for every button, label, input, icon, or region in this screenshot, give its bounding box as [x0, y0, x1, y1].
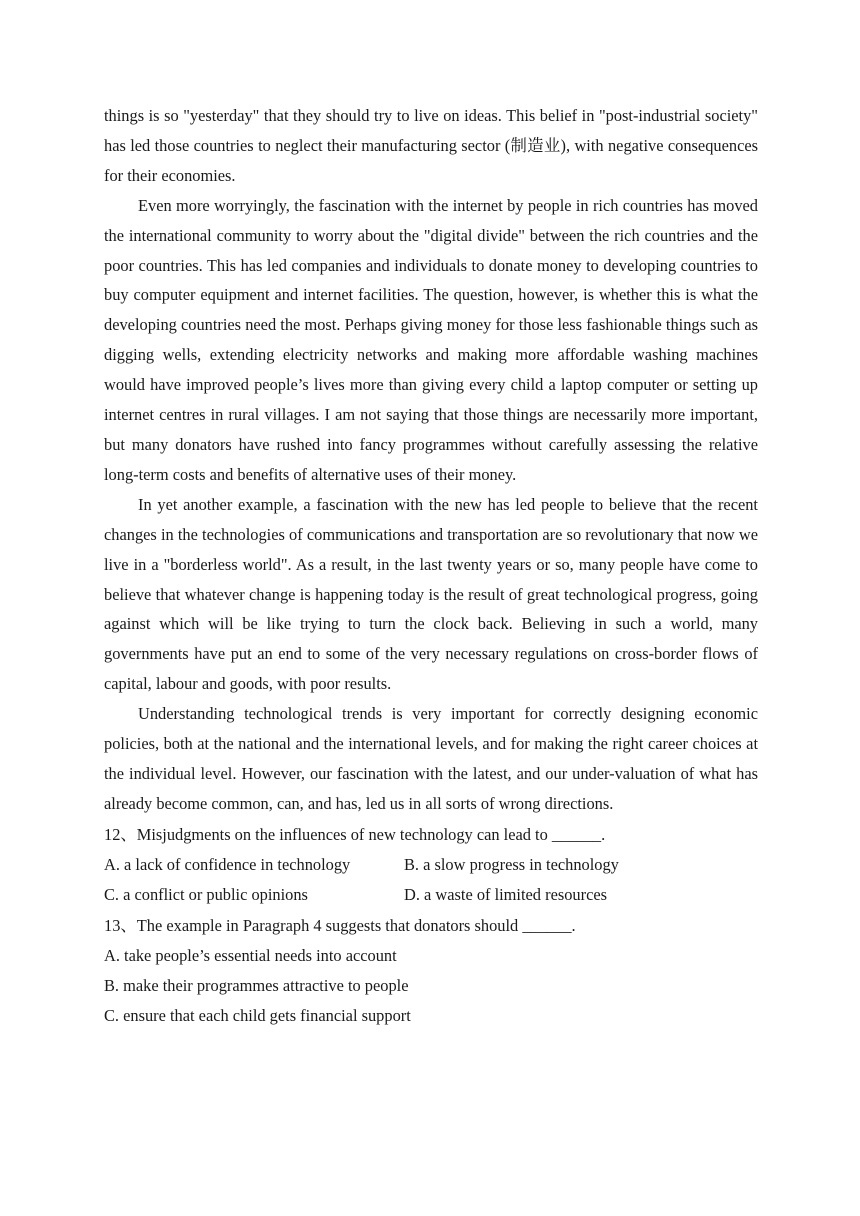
- question-13-option-c[interactable]: C. ensure that each child gets financial support: [104, 1005, 411, 1025]
- passage-paragraph-4: Understanding technological trends is very important for correctly designing economic policies, both at the national and the international levels, and for making the right career choices at the individual level. However, our fascination with the latest, and our under-valuation of what has already become common, can, and has, led us in all sorts of wrong directions.: [104, 704, 758, 813]
- question-12-options-row-2: [104, 880, 758, 910]
- question-12-options-row-1: [104, 850, 758, 880]
- question-13-stem: 13、The example in Paragraph 4 suggests that donators should ______.: [104, 915, 576, 935]
- question-13-option-a[interactable]: A. take people’s essential needs into account: [104, 945, 397, 965]
- passage-paragraph-3: In yet another example, a fascination with the new has led people to believe that the recent changes in the technologies of communications and transportation are so revolutionary that now we live in a "borderless world". As a result, in the last twenty years or so, many people have come to believe that whatever change is happening today is the result of great technological progress, going against which will be like trying to turn the clock back. Believing in such a world, many governments have put an end to some of the very necessary regulations on cross-border flows of capital, labour and goods, with poor results.: [104, 494, 758, 694]
- question-13-option-b[interactable]: B. make their programmes attractive to people: [104, 975, 409, 995]
- document-content: [104, 101, 758, 1031]
- question-13: [104, 911, 758, 1031]
- question-12-option-c[interactable]: C. a conflict or public opinions: [104, 884, 308, 904]
- question-12-option-d[interactable]: D. a waste of limited resources: [404, 884, 607, 904]
- passage-paragraph-2: Even more worryingly, the fascination with the internet by people in rich countries has moved the international community to worry about the "digital divide" between the rich countries and the poor countries. This has led companies and individuals to donate money to developing countries to buy computer equipment and internet facilities. The question, however, is whether this is what the developing countries need the most. Perhaps giving money for those less fashionable things such as digging wells, extending electricity networks and making more affordable washing machines would have improved people’s lives more than giving every child a laptop computer or setting up internet centres in rural villages. I am not saying that those things are necessarily more important, but many donators have rushed into fancy programmes without carefully assessing the relative long-term costs and benefits of alternative uses of their money.: [104, 195, 758, 484]
- question-12: [104, 820, 758, 910]
- passage-paragraph-1: things is so "yesterday" that they should try to live on ideas. This belief in "post-industrial society" has led those countries to neglect their manufacturing sector (制造业), with negative consequences for their economies.: [104, 106, 758, 185]
- question-12-option-a[interactable]: A. a lack of confidence in technology: [104, 854, 351, 874]
- question-12-stem: 12、Misjudgments on the influences of new technology can lead to ______.: [104, 824, 606, 844]
- question-12-option-b[interactable]: B. a slow progress in technology: [404, 854, 619, 874]
